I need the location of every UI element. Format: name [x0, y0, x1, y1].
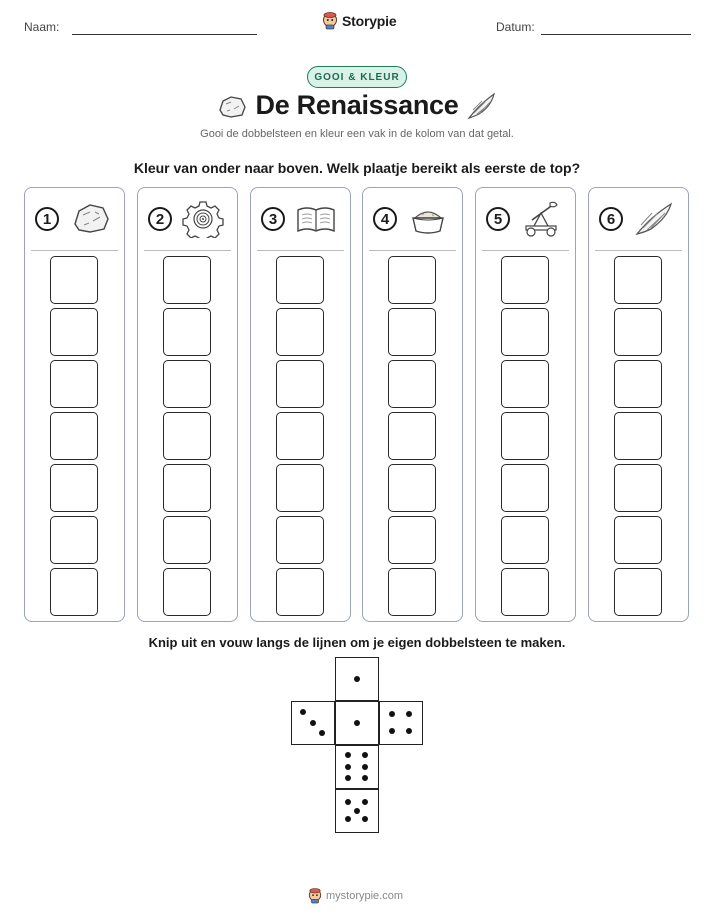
storypie-mascot-icon [322, 12, 338, 30]
coloring-box[interactable] [163, 256, 211, 304]
subtitle: Gooi de dobbelsteen en kleur een vak in de kolom van dat getal. [200, 128, 514, 140]
die-pip [354, 720, 360, 726]
brand-logo [322, 12, 396, 30]
coloring-box[interactable] [501, 308, 549, 356]
coloring-box[interactable] [614, 516, 662, 564]
coloring-box[interactable] [50, 256, 98, 304]
catapult-icon [520, 200, 562, 238]
coloring-box[interactable] [388, 308, 436, 356]
die-pip [389, 711, 395, 717]
die-face-1 [335, 657, 379, 701]
coloring-box[interactable] [163, 412, 211, 460]
coloring-box[interactable] [50, 412, 98, 460]
column-divider [144, 250, 231, 251]
storypie-mascot-icon [308, 888, 322, 904]
die-face-6 [335, 745, 379, 789]
coloring-box[interactable] [501, 360, 549, 408]
coloring-box[interactable] [388, 464, 436, 512]
coloring-box[interactable] [501, 256, 549, 304]
column-number-badge: 1 [35, 207, 59, 231]
die-face-1 [335, 701, 379, 745]
coloring-box[interactable] [50, 516, 98, 564]
coloring-box[interactable] [614, 360, 662, 408]
footer [308, 888, 403, 904]
coloring-box[interactable] [276, 256, 324, 304]
coloring-box[interactable] [276, 516, 324, 564]
coloring-box[interactable] [614, 308, 662, 356]
column-header [363, 188, 462, 251]
column-header [476, 188, 575, 251]
coloring-box[interactable] [276, 412, 324, 460]
column-divider [482, 250, 569, 251]
coloring-box[interactable] [501, 412, 549, 460]
gear-icon [182, 200, 224, 238]
die-pip [319, 730, 325, 736]
coloring-box[interactable] [276, 360, 324, 408]
column-header [138, 188, 237, 251]
footer-url: mystorypie.com [326, 890, 404, 902]
instruction: Kleur van onder naar boven. Welk plaatje bereikt als eerste de top? [133, 160, 581, 176]
die-pip [345, 816, 351, 822]
name-line [72, 34, 257, 35]
die-pip [389, 728, 395, 734]
column-4 [362, 187, 463, 622]
coloring-box[interactable] [388, 516, 436, 564]
page-title: De Renaissance [255, 90, 459, 120]
coloring-box[interactable] [276, 464, 324, 512]
die-pip [300, 709, 306, 715]
column-header [589, 188, 688, 251]
column-divider [31, 250, 118, 251]
coloring-box[interactable] [163, 568, 211, 616]
wing-icon [465, 90, 497, 122]
coloring-box[interactable] [501, 464, 549, 512]
die-pip [310, 720, 316, 726]
coloring-box[interactable] [501, 516, 549, 564]
die-pip [345, 752, 351, 758]
column-number-badge: 4 [373, 207, 397, 231]
column-number-badge: 3 [261, 207, 285, 231]
column-divider [595, 250, 682, 251]
coloring-box[interactable] [163, 516, 211, 564]
coloring-box[interactable] [388, 256, 436, 304]
coloring-box[interactable] [50, 568, 98, 616]
coloring-box[interactable] [614, 568, 662, 616]
die-face-4 [379, 701, 423, 745]
column-number-badge: 5 [486, 207, 510, 231]
column-3 [250, 187, 351, 622]
rock-icon [69, 200, 111, 238]
die-face-3 [291, 701, 335, 745]
coloring-box[interactable] [163, 308, 211, 356]
column-header [25, 188, 124, 251]
coloring-box[interactable] [163, 360, 211, 408]
die-pip [362, 816, 368, 822]
coloring-box[interactable] [276, 308, 324, 356]
coloring-box[interactable] [388, 412, 436, 460]
die-pip [362, 764, 368, 770]
coloring-box[interactable] [163, 464, 211, 512]
die-pip [362, 799, 368, 805]
column-divider [369, 250, 456, 251]
column-1 [24, 187, 125, 622]
coloring-box[interactable] [388, 568, 436, 616]
date-label: Datum: [496, 20, 535, 34]
die-pip [406, 728, 412, 734]
column-number-badge: 2 [148, 207, 172, 231]
date-line [541, 34, 691, 35]
open-book-icon [295, 200, 337, 238]
coloring-box[interactable] [50, 464, 98, 512]
bowl-of-flour-icon [407, 200, 449, 238]
coloring-box[interactable] [50, 360, 98, 408]
die-pip [406, 711, 412, 717]
column-6 [588, 187, 689, 622]
coloring-box[interactable] [501, 568, 549, 616]
column-number-badge: 6 [599, 207, 623, 231]
coloring-box[interactable] [50, 308, 98, 356]
coloring-box[interactable] [614, 464, 662, 512]
brand-name: Storypie [342, 13, 397, 29]
die-pip [354, 676, 360, 682]
column-divider [257, 250, 344, 251]
activity-tag: GOOI & KLEUR [307, 66, 407, 88]
cut-instruction: Knip uit en vouw langs de lijnen om je eigen dobbelsteen te maken. [148, 635, 566, 650]
die-face-5 [335, 789, 379, 833]
coloring-box[interactable] [388, 360, 436, 408]
die-pip [345, 775, 351, 781]
die-pip [354, 808, 360, 814]
coloring-box[interactable] [614, 412, 662, 460]
column-header [251, 188, 350, 251]
name-label: Naam: [24, 20, 60, 34]
die-pip [345, 799, 351, 805]
coloring-box[interactable] [276, 568, 324, 616]
column-5 [475, 187, 576, 622]
die-pip [345, 764, 351, 770]
column-2 [137, 187, 238, 622]
die-pip [362, 752, 368, 758]
coloring-box[interactable] [614, 256, 662, 304]
die-pip [362, 775, 368, 781]
wing-icon [633, 200, 675, 238]
